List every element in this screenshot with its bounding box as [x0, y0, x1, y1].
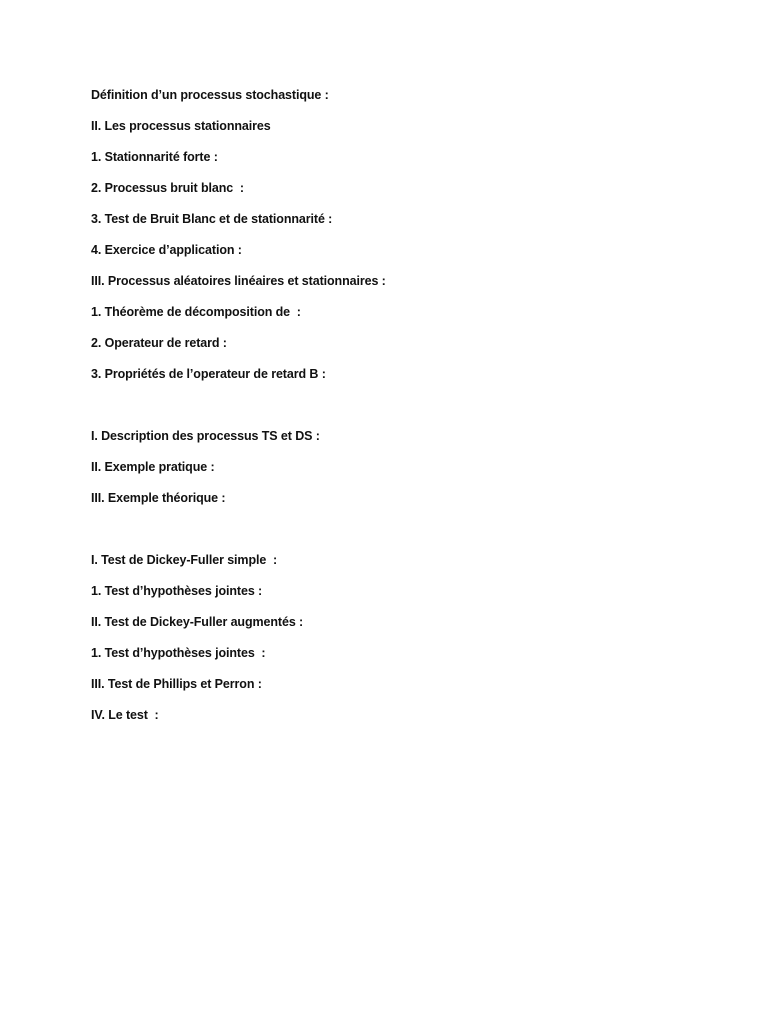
outline-section-2 [91, 426, 711, 519]
heading-dickey-fuller-simple: I. Test de Dickey-Fuller simple : [91, 553, 278, 567]
heading-le-test: IV. Le test : [91, 708, 159, 722]
heading-stationnarite-forte: 1. Stationnarité forte : [91, 150, 218, 164]
heading-description-processus-ts-ds: I. Description des processus TS et DS : [91, 429, 320, 443]
heading-phillips-perron: III. Test de Phillips et Perron : [91, 677, 262, 691]
heading-operateur-retard: 2. Operateur de retard : [91, 336, 227, 350]
heading-exemple-pratique: II. Exemple pratique : [91, 460, 215, 474]
section-spacer [91, 519, 711, 550]
heading-processus-stationnaires: II. Les processus stationnaires [91, 119, 271, 133]
heading-hypotheses-jointes-2: 1. Test d’hypothèses jointes : [91, 646, 266, 660]
heading-exercice-application: 4. Exercice d’application : [91, 243, 242, 257]
outline-section-3 [91, 550, 711, 736]
section-spacer [91, 395, 711, 426]
heading-exemple-theorique: III. Exemple théorique : [91, 491, 226, 505]
heading-proprietes-operateur-retard: 3. Propriétés de l’operateur de retard B : [91, 367, 326, 381]
heading-dickey-fuller-augmentes: II. Test de Dickey-Fuller augmentés : [91, 615, 304, 629]
heading-test-bruit-blanc: 3. Test de Bruit Blanc et de stationnarité : [91, 212, 333, 226]
heading-theoreme-decomposition: 1. Théorème de décomposition de : [91, 305, 301, 319]
outline-section-1 [91, 85, 711, 395]
heading-processus-aleatoires-lineaires: III. Processus aléatoires linéaires et stationnaires : [91, 274, 386, 288]
heading-definition-processus-stochastique: Définition d’un processus stochastique : [91, 88, 329, 102]
heading-processus-bruit-blanc: 2. Processus bruit blanc : [91, 181, 244, 195]
outline [91, 85, 711, 736]
heading-hypotheses-jointes-1: 1. Test d’hypothèses jointes : [91, 584, 263, 598]
